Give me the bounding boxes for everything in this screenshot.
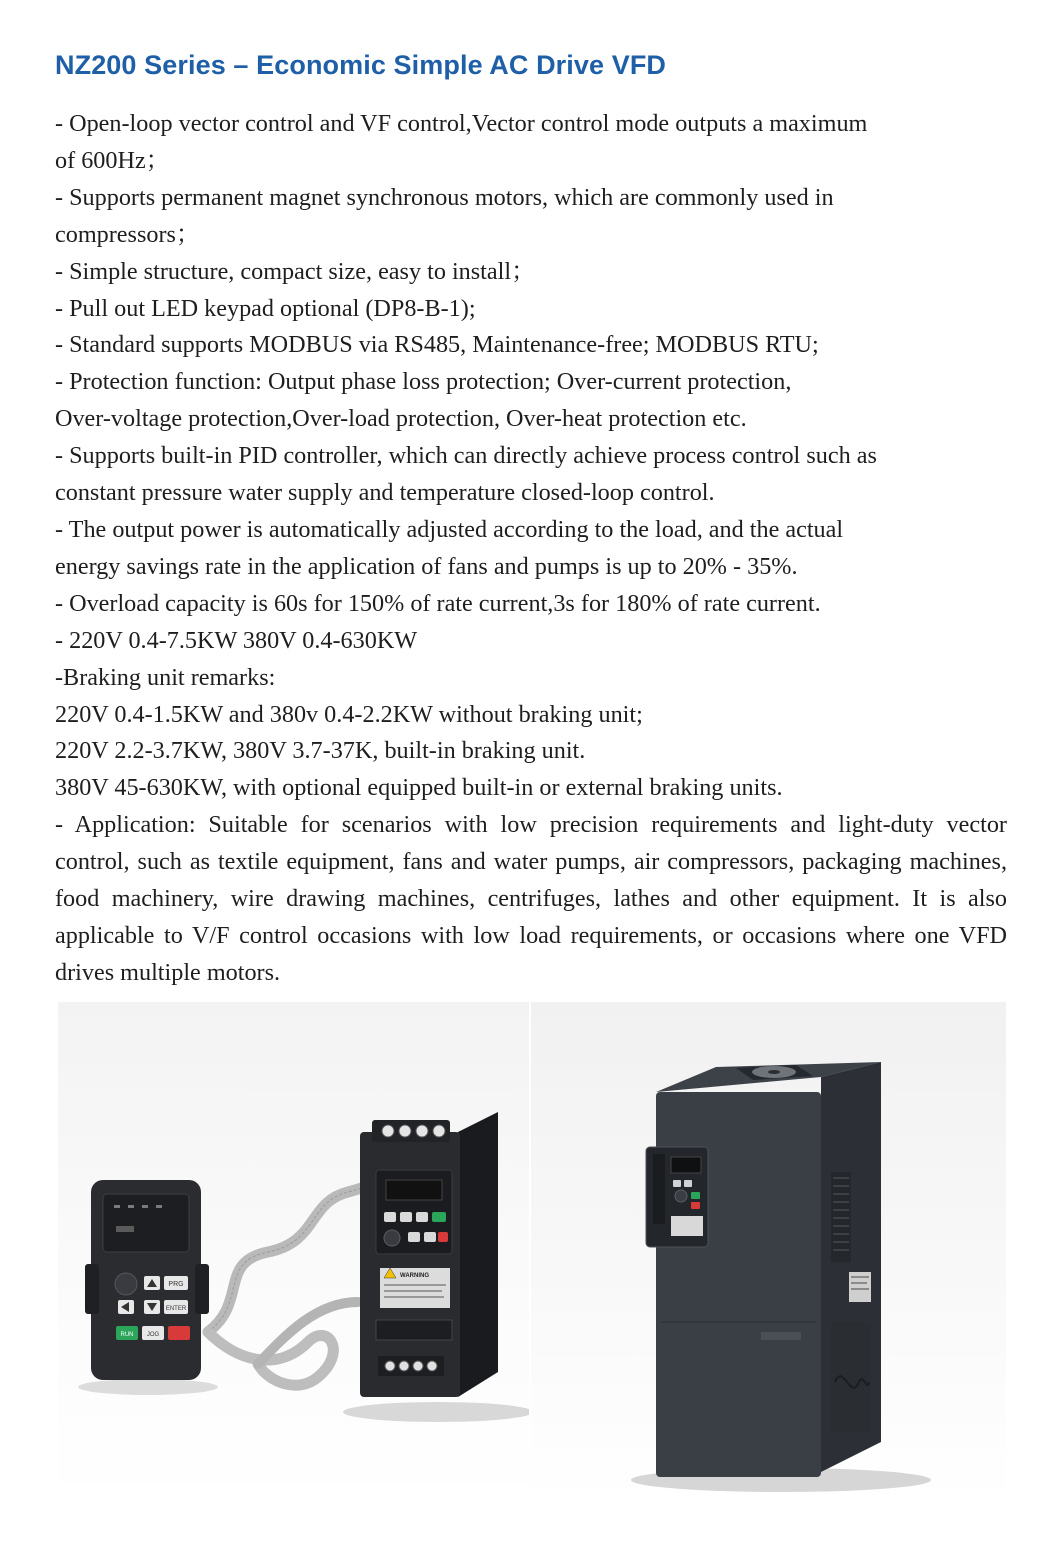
terminal-screw-icon [416, 1125, 428, 1137]
led-indicator [156, 1205, 162, 1208]
feature-line: - Supports permanent magnet synchronous motors, which are commonly used in [55, 183, 834, 211]
run-key-label: RUN [120, 1332, 134, 1338]
drive-key [416, 1212, 428, 1222]
terminal-screw-icon [427, 1361, 437, 1371]
keypad-key [673, 1180, 681, 1187]
vent-slot [833, 1209, 849, 1211]
label-text-line [384, 1290, 442, 1292]
control-terminal-strip [376, 1320, 452, 1340]
led-indicator [128, 1205, 134, 1208]
terminal-screw-icon [399, 1361, 409, 1371]
keypad-drive-illustration [58, 1002, 529, 1502]
led-indicator [114, 1205, 120, 1208]
feature-line: - The output power is automatically adjusted according to the load, and the actual [55, 515, 844, 543]
keypad-display [103, 1194, 189, 1252]
drive-key [408, 1232, 420, 1242]
terminal-screw-icon [385, 1361, 395, 1371]
drive-display [386, 1180, 442, 1200]
drive-stop-key [438, 1232, 448, 1242]
feature-line: -Braking unit remarks: [55, 663, 276, 691]
shadow [343, 1402, 529, 1422]
vent-slot [833, 1249, 849, 1251]
knob-icon [115, 1273, 137, 1295]
page-title: NZ200 Series – Economic Simple AC Drive VFD [55, 50, 667, 80]
keypad-run-key [691, 1192, 700, 1199]
feature-line: constant pressure water supply and temperature closed-loop control. [55, 479, 715, 507]
feature-line: - Open-loop vector control and VF control,Vector control mode outputs a maximum [55, 110, 868, 137]
application-paragraph: - Application: Suitable for scenarios with low precision requirements and light-duty vector control, such as textile equipment, fans and water pumps, air compressors, packaging machines, food machinery, wire drawing machines, centrifuges, lathes and other equipment. It is also applicable to V/F control occasions with low load requirements, or occasions where one VFD drives multiple motors. [55, 811, 1007, 986]
jog-key-label: JOG [146, 1332, 160, 1338]
display-digits [116, 1226, 134, 1232]
terminal-screw-icon [382, 1125, 394, 1137]
terminal-screw-icon [433, 1125, 445, 1137]
vent-slot [833, 1225, 849, 1227]
vent-slot [833, 1201, 849, 1203]
label-text-line [851, 1288, 869, 1290]
terminal-screw-icon [413, 1361, 423, 1371]
drive-knob-icon [384, 1230, 400, 1246]
feature-line: - Protection function: Output phase loss protection; Over-current protection, [55, 368, 792, 396]
feature-line: - Simple structure, compact size, easy to install； [55, 257, 536, 285]
drive-key [424, 1232, 436, 1242]
vent-slot [833, 1193, 849, 1195]
feature-list [55, 106, 1007, 992]
feature-line: compressors； [55, 220, 201, 248]
keypad-side-clip [195, 1264, 209, 1314]
label-text-line [384, 1296, 444, 1298]
feature-line: 380V 45-630KW, with optional equipped built-in or external braking units. [55, 774, 783, 802]
shadow [78, 1379, 218, 1395]
drive-run-key [432, 1212, 446, 1222]
cabinet-keypad [646, 1147, 708, 1247]
feature-line: 220V 0.4-1.5KW and 380v 0.4-2.2KW without braking unit; [55, 700, 643, 728]
feature-line: 220V 2.2-3.7KW, 380V 3.7-37K, built-in braking unit. [55, 737, 586, 765]
vent-slot [833, 1177, 849, 1179]
prg-key-label: PRG [168, 1281, 184, 1288]
small-vfd-drive [360, 1112, 498, 1397]
feature-line: - Pull out LED keypad optional (DP8-B-1); [55, 294, 476, 322]
product-photo-large-vfd [531, 1002, 1006, 1502]
keypad-side-clip [85, 1264, 99, 1314]
feature-line: - Standard supports MODBUS via RS485, Maintenance-free; MODBUS RTU; [55, 331, 819, 359]
detached-keypad [85, 1180, 209, 1380]
led-indicator [142, 1205, 148, 1208]
keypad-label [671, 1216, 703, 1236]
drive-key [400, 1212, 412, 1222]
drive-side [458, 1112, 498, 1397]
feature-line: - 220V 0.4-7.5KW 380V 0.4-630KW [55, 626, 418, 654]
feature-line: - Overload capacity is 60s for 150% of rate current,3s for 180% of rate current. [55, 589, 821, 617]
vent-slot [833, 1185, 849, 1187]
feature-line: - Supports built-in PID controller, which can directly achieve process control such as [55, 442, 877, 470]
drive-key [384, 1212, 396, 1222]
stop-key [168, 1326, 190, 1340]
vent-slot [833, 1241, 849, 1243]
fan-hub-icon [768, 1070, 780, 1074]
feature-line: energy savings rate in the application of fans and pumps is up to 20% - 35%. [55, 552, 798, 580]
keypad-stop-key [691, 1202, 700, 1209]
nameplate [761, 1332, 801, 1340]
large-vfd-illustration [531, 1002, 1006, 1502]
vent-slot [833, 1233, 849, 1235]
brand-strip [653, 1154, 665, 1224]
vent-slot [833, 1217, 849, 1219]
keypad-knob-icon [675, 1190, 687, 1202]
label-text-line [851, 1282, 867, 1284]
enter-key-label: ENTER [165, 1306, 187, 1312]
warning-label-text: WARNING [400, 1273, 429, 1279]
product-photo-keypad-drive [58, 1002, 529, 1502]
label-text-line [851, 1276, 869, 1278]
keypad-display [671, 1157, 701, 1173]
feature-line: Over-voltage protection,Over-load protection, Over-heat protection etc. [55, 405, 747, 433]
feature-line: of 600Hz； [55, 146, 170, 174]
label-text-line [384, 1284, 446, 1286]
keypad-key [684, 1180, 692, 1187]
terminal-screw-icon [399, 1125, 411, 1137]
